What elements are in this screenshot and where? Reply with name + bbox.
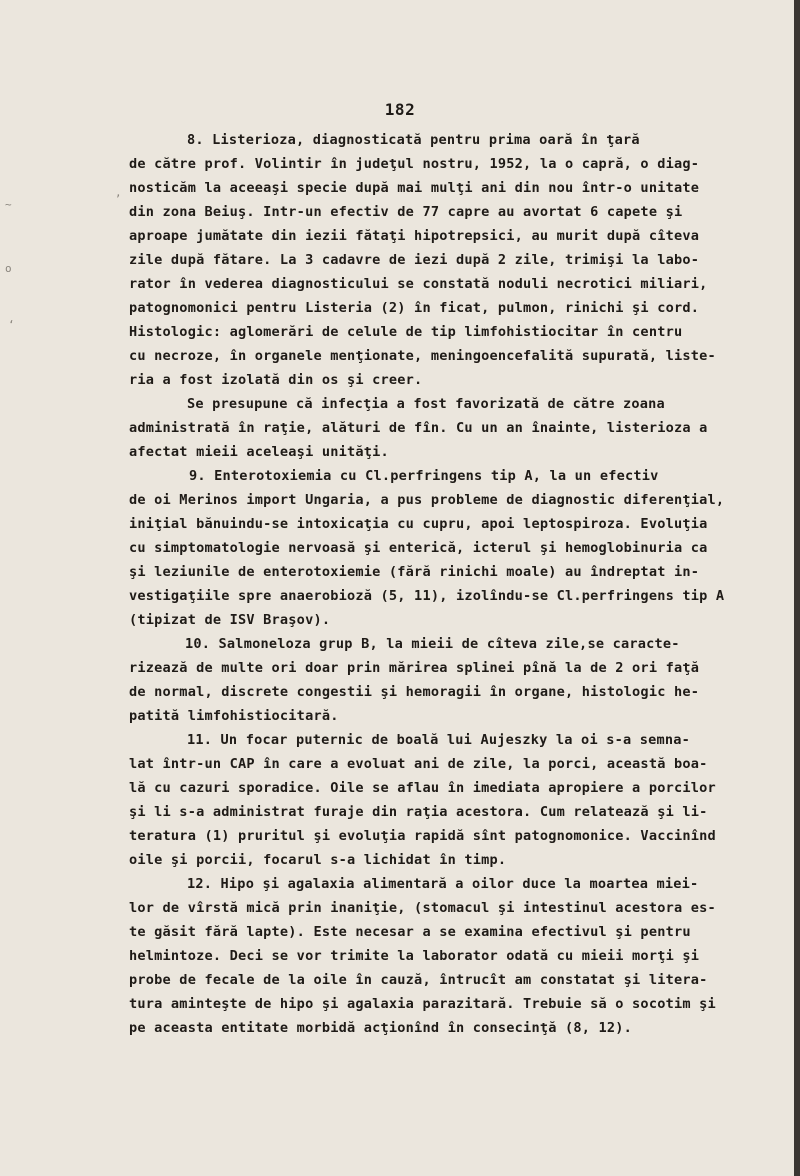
text-line: zile după fătare. La 3 cadavre de iezi după 2 zile, trimişi la labo-	[129, 252, 700, 268]
text-line: aproape jumătate din iezii fătaţi hipotrepsici, au murit după cîteva	[129, 228, 700, 244]
paragraph-8	[129, 128, 724, 392]
text-line: lat într-un CAP în care a evoluat ani de zile, la porci, această boa-	[129, 756, 708, 772]
paragraph-11	[129, 728, 724, 872]
text-line: din zona Beiuş. Intr-un efectiv de 77 capre au avortat 6 capete şi	[129, 204, 683, 220]
text-line: cu simptomatologie nervoasă şi enterică, icterul şi hemoglobinuria ca	[129, 540, 708, 556]
text-line: oile şi porcii, focarul s-a lichidat în timp.	[129, 852, 507, 868]
text-line: rizează de multe ori doar prin mărirea splinei pînă la de 2 ori faţă	[129, 660, 700, 676]
text-line: patită limfohistiocitară.	[129, 708, 339, 724]
text-line: nosticăm la aceeaşi specie după mai mulţi ani din nou într-o unitate	[129, 180, 700, 196]
margin-mark: o	[5, 262, 12, 275]
text-line: administrată în raţie, alături de fîn. Cu un an înainte, listerioza a	[129, 420, 708, 436]
paragraph-infection-note	[129, 392, 724, 464]
text-line: afectat mieii aceleaşi unităţi.	[129, 444, 389, 460]
text-line: 8. Listerioza, diagnosticată pentru prima oară în ţară	[187, 132, 640, 148]
text-line: 12. Hipo şi agalaxia alimentară a oilor duce la moartea miei-	[187, 876, 699, 892]
margin-mark: ~	[5, 198, 12, 211]
paragraph-12	[129, 872, 724, 1040]
text-line: Se presupune că infecţia a fost favorizată de către zoana	[187, 396, 665, 412]
text-line: 11. Un focar puternic de boală lui Aujeszky la oi s-a semna-	[187, 732, 691, 748]
text-line: 9. Enterotoxiemia cu Cl.perfringens tip A, la un efectiv	[189, 468, 659, 484]
margin-mark: ‘	[8, 318, 15, 331]
text-line: te găsit fără lapte). Este necesar a se examina efectivul şi pentru	[129, 924, 691, 940]
text-line: de oi Merinos import Ungaria, a pus probleme de diagnostic diferenţial,	[129, 492, 725, 508]
text-line: pe aceasta entitate morbidă acţionînd în consecinţă (8, 12).	[129, 1020, 633, 1036]
paragraph-9	[129, 464, 724, 632]
text-line: tura aminteşte de hipo şi agalaxia parazitară. Trebuie să o socotim şi	[129, 996, 716, 1012]
text-line: ria a fost izolată din os şi creer.	[129, 372, 423, 388]
margin-mark: ,	[115, 186, 122, 199]
body-text	[129, 128, 724, 1040]
page-edge-shadow	[794, 0, 800, 1176]
text-line: (tipizat de ISV Braşov).	[129, 612, 331, 628]
text-line: cu necroze, în organele menţionate, meningoencefalită supurată, liste-	[129, 348, 716, 364]
text-line: patognomonici pentru Listeria (2) în ficat, pulmon, rinichi şi cord.	[129, 300, 700, 316]
text-line: helmintoze. Deci se vor trimite la laborator odată cu mieii morţi şi	[129, 948, 700, 964]
text-line: şi li s-a administrat furaje din raţia acestora. Cum relatează şi li-	[129, 804, 708, 820]
text-line: Histologic: aglomerări de celule de tip limfohistiocitar în centru	[129, 324, 683, 340]
text-line: iniţial bănuindu-se intoxicaţia cu cupru, apoi leptospiroza. Evoluţia	[129, 516, 708, 532]
text-line: lă cu cazuri sporadice. Oile se aflau în imediata apropiere a porcilor	[129, 780, 716, 796]
text-line: rator în vederea diagnosticului se constată noduli necrotici miliari,	[129, 276, 708, 292]
paragraph-10	[129, 632, 724, 728]
page-number: 182	[384, 100, 416, 119]
text-line: vestigaţiile spre anaerobioză (5, 11), izolîndu-se Cl.perfringens tip A	[129, 588, 725, 604]
text-line: de normal, discrete congestii şi hemoragii în organe, histologic he-	[129, 684, 700, 700]
text-line: probe de fecale de la oile în cauză, întrucît am constatat şi litera-	[129, 972, 708, 988]
text-line: 10. Salmoneloza grup B, la mieii de cîteva zile,se caracte-	[185, 636, 680, 652]
text-line: şi leziunile de enterotoxiemie (fără rinichi moale) au îndreptat in-	[129, 564, 700, 580]
text-line: teratura (1) pruritul şi evoluţia rapidă sînt patognomonice. Vaccinînd	[129, 828, 716, 844]
text-line: lor de vîrstă mică prin inaniţie, (stomacul şi intestinul acestora es-	[129, 900, 716, 916]
text-line: de către prof. Volintir în judeţul nostru, 1952, la o capră, o diag-	[129, 156, 700, 172]
